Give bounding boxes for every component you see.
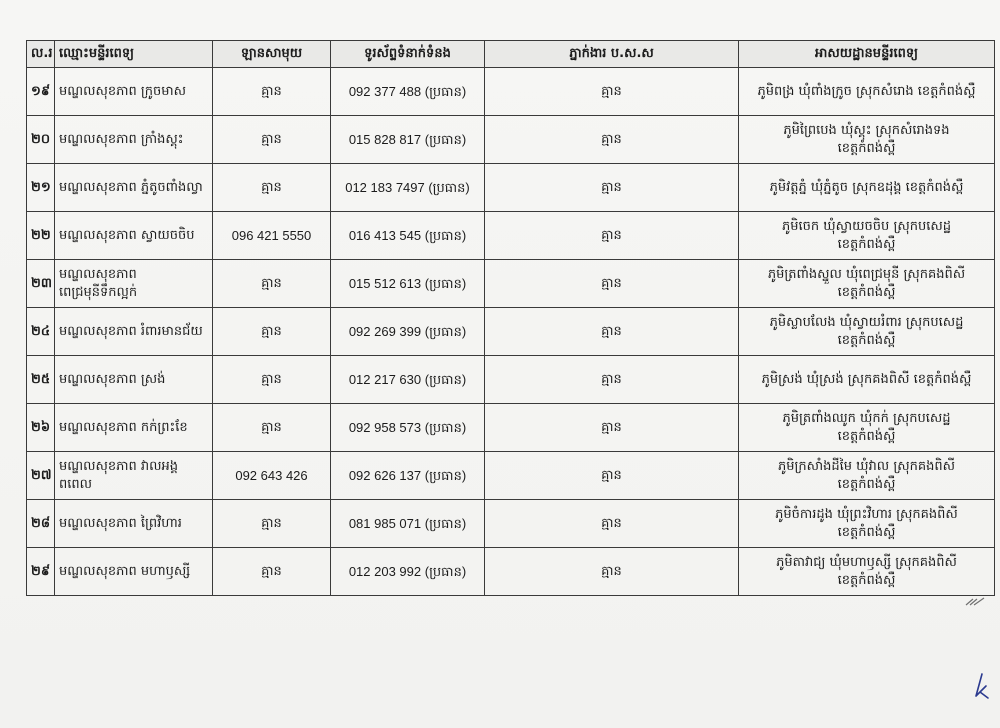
header-name: ឈ្មោះមន្ទីរពេទ្យ	[55, 41, 213, 68]
row-number: ២៦	[27, 404, 55, 452]
contact-phone: 012 183 7497 (ប្រធាន)	[331, 164, 485, 212]
health-center-name	[55, 356, 213, 404]
table-row	[27, 500, 995, 548]
ambulance-cell: គ្មាន	[213, 404, 331, 452]
row-number: ២៨	[27, 500, 55, 548]
address-line: ភូមិចេក ឃុំស្វាយចចិប ស្រុកបសេដ្ឋ	[782, 218, 951, 234]
address-line: ខេត្តកំពង់ស្ពឺ	[837, 140, 896, 156]
officer-cell: គ្មាន	[485, 260, 739, 308]
row-number: ២៥	[27, 356, 55, 404]
health-center-name	[55, 116, 213, 164]
address-line: ភូមិពង្រ ឃុំពាំងក្រូច ស្រុកសំរោង ខេត្តកំពង់ស្ពឺ	[757, 83, 976, 99]
address-line: ភូមិចំការដូង ឃុំព្រះវិហារ ស្រុកគងពិសី	[775, 506, 958, 522]
row-number: ២២	[27, 212, 55, 260]
officer-cell: គ្មាន	[485, 500, 739, 548]
address-line: ខេត្តកំពង់ស្ពឺ	[837, 572, 896, 588]
name-line: មណ្ឌលសុខភាព ក្រូចមាស	[59, 83, 187, 99]
ambulance-cell: គ្មាន	[213, 116, 331, 164]
officer-cell: គ្មាន	[485, 116, 739, 164]
row-number: ២៤	[27, 308, 55, 356]
contact-phone: 015 828 817 (ប្រធាន)	[331, 116, 485, 164]
address-line: ភូមិព្រៃបេង ឃុំស្គុះ ស្រុកសំរោងទង	[783, 122, 950, 138]
hospital-address	[739, 308, 995, 356]
contact-phone: 092 269 399 (ប្រធាន)	[331, 308, 485, 356]
officer-cell: គ្មាន	[485, 548, 739, 596]
name-line: មណ្ឌលសុខភាព ក្រាំងស្គុះ	[59, 131, 184, 147]
health-center-name	[55, 500, 213, 548]
contact-phone: 092 626 137 (ប្រធាន)	[331, 452, 485, 500]
name-line: មណ្ឌលសុខភាព ភ្នំតូចពាំងល្វា	[59, 179, 203, 195]
address-line: ភូមិស្លាបលែង ឃុំស្វាយរំពារ ស្រុកបសេដ្ឋ	[769, 314, 964, 330]
contact-phone: 092 958 573 (ប្រធាន)	[331, 404, 485, 452]
table-row	[27, 68, 995, 116]
header-no: ល.រ	[27, 41, 55, 68]
health-center-name	[55, 164, 213, 212]
address-line: ភូមិតាវាជ្យ ឃុំមហាឫស្សី ស្រុកគងពិសី	[776, 554, 957, 570]
health-center-table	[26, 40, 995, 596]
row-number: ១៩	[27, 68, 55, 116]
contact-phone: 092 377 488 (ប្រធាន)	[331, 68, 485, 116]
officer-cell: គ្មាន	[485, 212, 739, 260]
name-line: មណ្ឌលសុខភាព រំពារមានជ័យ	[59, 323, 203, 339]
name-line: ពេជ្រមុនីទឹកល្អក់	[59, 284, 138, 300]
table-header-row	[27, 41, 995, 68]
hospital-address	[739, 164, 995, 212]
ambulance-cell: គ្មាន	[213, 260, 331, 308]
table-row	[27, 356, 995, 404]
contact-phone: 081 985 071 (ប្រធាន)	[331, 500, 485, 548]
health-center-name	[55, 452, 213, 500]
officer-cell: គ្មាន	[485, 164, 739, 212]
hospital-address	[739, 260, 995, 308]
address-line: ខេត្តកំពង់ស្ពឺ	[837, 428, 896, 444]
hospital-address	[739, 356, 995, 404]
row-number: ២១	[27, 164, 55, 212]
table-row	[27, 452, 995, 500]
hospital-address	[739, 212, 995, 260]
hospital-address	[739, 68, 995, 116]
header-officer: ភ្នាក់ងារ ប.ស.ស	[485, 41, 739, 68]
ambulance-cell: 092 643 426	[213, 452, 331, 500]
row-number: ២៩	[27, 548, 55, 596]
table-row	[27, 404, 995, 452]
officer-cell: គ្មាន	[485, 452, 739, 500]
name-line: មណ្ឌលសុខភាព ស្រង់	[59, 371, 166, 387]
address-line: ភូមិត្រពាំងឈូក ឃុំកក់ ស្រុកបសេដ្ឋ	[782, 410, 951, 426]
header-ambulance: ឡានសាមុយ	[213, 41, 331, 68]
address-line: ភូមិត្រពាំងស្នួល ឃុំពេជ្រមុនី ស្រុកគងពិសី	[767, 266, 966, 282]
header-address: អាសយដ្ឋានមន្ទីរពេទ្យ	[739, 41, 995, 68]
ambulance-cell: 096 421 5550	[213, 212, 331, 260]
health-center-name	[55, 308, 213, 356]
signature-initial-icon	[970, 672, 990, 702]
hospital-address	[739, 116, 995, 164]
name-line: មណ្ឌលសុខភាព កក់ព្រះខែ	[59, 419, 188, 435]
header-phone: ទូរស័ព្ទទំនាក់ទំនង	[331, 41, 485, 68]
health-center-name	[55, 212, 213, 260]
ambulance-cell: គ្មាន	[213, 308, 331, 356]
name-line: ពពេល	[59, 476, 93, 492]
ambulance-cell: គ្មាន	[213, 164, 331, 212]
scribble-mark-icon	[964, 596, 986, 608]
officer-cell: គ្មាន	[485, 404, 739, 452]
address-line: ភូមិវត្តភ្នំ ឃុំភ្នំតូច ស្រុកឧដុង្គ ខេត្តកំពង់ស្ពឺ	[769, 179, 964, 195]
table-row	[27, 164, 995, 212]
health-center-name	[55, 260, 213, 308]
health-center-name	[55, 404, 213, 452]
ambulance-cell: គ្មាន	[213, 356, 331, 404]
hospital-address	[739, 452, 995, 500]
table-row	[27, 308, 995, 356]
name-line: មណ្ឌលសុខភាព	[59, 266, 137, 282]
officer-cell: គ្មាន	[485, 68, 739, 116]
address-line: ភូមិស្រង់ ឃុំស្រង់ ស្រុកគងពិសី ខេត្តកំពង់ស្ពឺ	[761, 371, 972, 387]
name-line: មណ្ឌលសុខភាព វាលអង្គ	[59, 458, 179, 474]
address-line: ខេត្តកំពង់ស្ពឺ	[837, 524, 896, 540]
row-number: ២៣	[27, 260, 55, 308]
ambulance-cell: គ្មាន	[213, 68, 331, 116]
address-line: ខេត្តកំពង់ស្ពឺ	[837, 284, 896, 300]
name-line: មណ្ឌលសុខភាព ព្រៃវិហារ	[59, 515, 182, 531]
table-row	[27, 548, 995, 596]
row-number: ២០	[27, 116, 55, 164]
officer-cell: គ្មាន	[485, 356, 739, 404]
margin-scribble	[964, 596, 986, 611]
contact-phone: 016 413 545 (ប្រធាន)	[331, 212, 485, 260]
hospital-address	[739, 404, 995, 452]
ambulance-cell: គ្មាន	[213, 548, 331, 596]
ambulance-cell: គ្មាន	[213, 500, 331, 548]
address-line: ខេត្តកំពង់ស្ពឺ	[837, 476, 896, 492]
hospital-address	[739, 548, 995, 596]
officer-cell: គ្មាន	[485, 308, 739, 356]
address-line: ខេត្តកំពង់ស្ពឺ	[837, 332, 896, 348]
health-center-name	[55, 68, 213, 116]
contact-phone: 015 512 613 (ប្រធាន)	[331, 260, 485, 308]
contact-phone: 012 217 630 (ប្រធាន)	[331, 356, 485, 404]
table-row	[27, 260, 995, 308]
table-row	[27, 116, 995, 164]
name-line: មណ្ឌលសុខភាព មហាឫស្សី	[59, 563, 191, 579]
initial-signature	[970, 672, 990, 702]
hospital-address	[739, 500, 995, 548]
name-line: មណ្ឌលសុខភាព ស្វាយចចិប	[59, 227, 195, 243]
address-line: ភូមិក្រសាំងដីមៃ ឃុំវាល ស្រុកគងពិសី	[778, 458, 955, 474]
address-line: ខេត្តកំពង់ស្ពឺ	[837, 236, 896, 252]
row-number: ២៧	[27, 452, 55, 500]
health-center-name	[55, 548, 213, 596]
table-row	[27, 212, 995, 260]
contact-phone: 012 203 992 (ប្រធាន)	[331, 548, 485, 596]
